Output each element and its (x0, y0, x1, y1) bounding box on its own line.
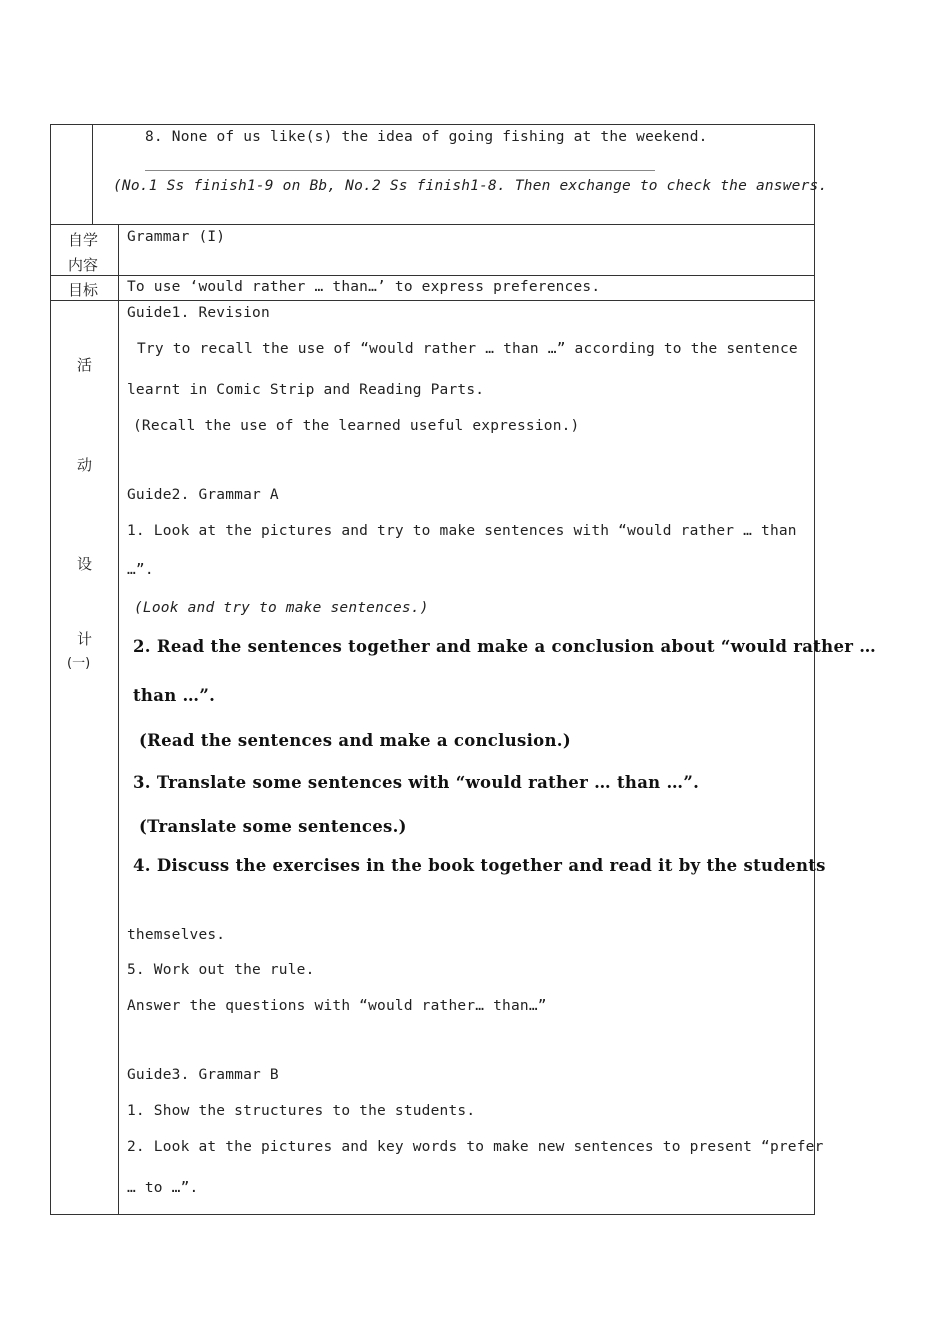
activity-label-char-4: 计 (77, 630, 93, 648)
guide2-item5-note: Answer the questions with “would rather… than…” (127, 998, 547, 1014)
lesson-topic: Grammar (I) (127, 229, 226, 245)
column-divider (118, 224, 119, 1215)
guide2-item3: 3. Translate some sentences with “would rather … than …”. (133, 773, 700, 792)
answer-blank-line (145, 170, 655, 171)
guide1-title: Guide1. Revision (127, 305, 270, 321)
guide2-item1-line2: …”. (127, 562, 154, 578)
guide1-text-line1 (137, 341, 805, 357)
activity-label-char-1: 活 (77, 356, 93, 374)
guide2-item4-line2: themselves. (127, 927, 226, 943)
guide2-item1-line1: 1. Look at the pictures and try to make sentences with “would rather … than (127, 523, 797, 539)
guide2-item5: 5. Work out the rule. (127, 962, 315, 978)
row-divider-2 (50, 275, 815, 276)
activity-label-part-one: (一) (67, 656, 91, 671)
row-label-self-study-line2: 内容 (68, 256, 99, 274)
row-label-objective: 目标 (68, 281, 99, 299)
guide3-item1: 1. Show the structures to the students. (127, 1103, 476, 1119)
exercise-item-8: 8. None of us like(s) the idea of going fishing at the weekend. (145, 129, 708, 145)
activity-label-char-2: 动 (77, 456, 93, 474)
guide1-text-line2: learnt in Comic Strip and Reading Parts. (127, 382, 485, 398)
guide2-title: Guide2. Grammar A (127, 487, 279, 503)
guide3-title: Guide3. Grammar B (127, 1067, 279, 1083)
lesson-objective: To use ‘would rather … than…’ to express preferences. (127, 279, 601, 295)
guide2-item2-line1: 2. Read the sentences together and make a conclusion about “would rather … (133, 637, 877, 656)
guide3-item2-line2: … to …”. (127, 1180, 199, 1196)
guide2-item1-note: (Look and try to make sentences.) (134, 600, 429, 616)
guide2-item3-note: (Translate some sentences.) (139, 817, 407, 836)
row-divider-1 (50, 224, 815, 225)
row-label-self-study-line1: 自学 (68, 231, 99, 249)
guide2-item2-line2: than …”. (133, 686, 216, 705)
column-divider-top (92, 124, 93, 224)
guide1-note: (Recall the use of the learned useful expression.) (133, 418, 580, 434)
guide3-item2-line1: 2. Look at the pictures and key words to make new sentences to present “prefer (127, 1139, 824, 1155)
row-divider-3 (50, 300, 815, 301)
guide2-item2-note: (Read the sentences and make a conclusion.) (139, 731, 571, 750)
guide2-item4-line1: 4. Discuss the exercises in the book together and read it by the students (133, 856, 826, 875)
guide1-text: Try to recall the use of “would rather … than …” according to the sentence (137, 341, 798, 357)
activity-label-char-3: 设 (77, 555, 93, 573)
instruction-note: (No.1 Ss finish1-9 on Bb, No.2 Ss finish1-8. Then exchange to check the answers. (113, 178, 828, 194)
